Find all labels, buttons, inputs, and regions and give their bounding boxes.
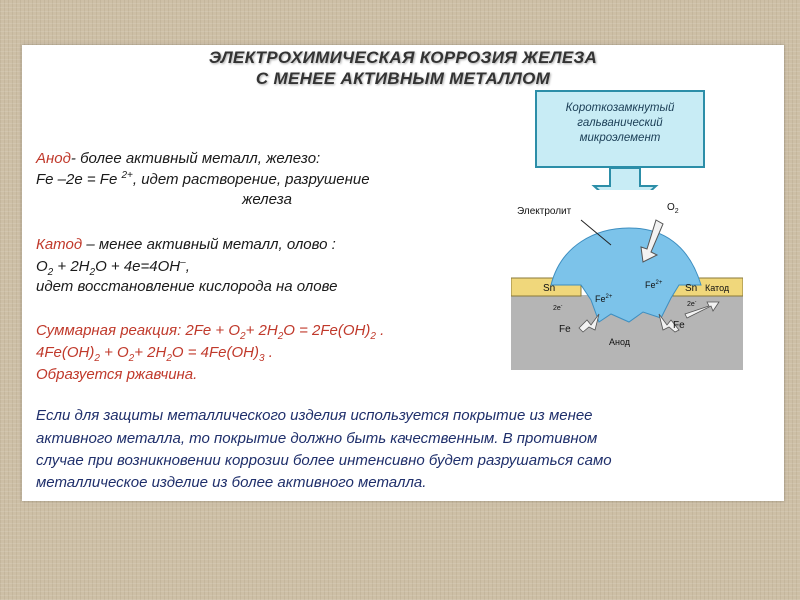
cathode-equation (36, 257, 190, 278)
summary-r2-sub2: 2 (128, 353, 135, 364)
slide-title-line1: ЭЛЕКТРОХИМИЧЕСКАЯ КОРРОЗИЯ ЖЕЛЕЗА (208, 48, 598, 67)
summary-rust: Образуется ржавчина. (36, 366, 198, 383)
cathode-diagram-label: Катод (705, 283, 730, 293)
fe-left-label: Fe (559, 324, 571, 335)
fe2-right-main: Fe (645, 280, 656, 290)
o2-label-main: O (667, 202, 675, 213)
conclusion-line1: Если для защиты металлического изделия используется покрытие из менее (36, 407, 593, 424)
conclusion-line2: активного металла, то покрытие должно быть качественным. В противном (36, 430, 598, 447)
summary-label: Суммарная реакция: (36, 322, 186, 339)
summary-line1 (36, 322, 384, 342)
summary-line2 (36, 344, 273, 364)
summary-r1-a: 2Fe + O (185, 322, 241, 339)
summary-r2-sub1: 2 (94, 353, 100, 364)
cathode-note: идет восстановление кислорода на олове (36, 278, 338, 295)
electron-right-sup: - (694, 299, 697, 305)
anode-line (36, 150, 320, 167)
summary-r1-c: O = 2Fe(OH) (283, 322, 371, 339)
anode-diagram-label: Анод (609, 337, 631, 347)
summary-r2-d: O = 4Fe(OH) (171, 344, 260, 361)
fe2-left-charge: 2+ (605, 294, 613, 300)
fe2-left-main: Fe (595, 294, 606, 304)
fe-right-label: Fe (673, 320, 685, 331)
summary-r2-b: + O (99, 344, 129, 361)
summary-r2-a: 4Fe(OH) (36, 344, 95, 361)
cathode-eq-o-sub: 2 (47, 267, 54, 278)
anode-label: Анод (36, 150, 71, 167)
sn-left-label: Sn (543, 283, 556, 294)
summary-r2-c: + 2H (134, 344, 167, 361)
summary-r2-sub4: 3 (259, 353, 265, 364)
summary-r1-b: + 2H (245, 322, 278, 339)
cathode-eq-o: O (36, 258, 48, 275)
fe2-right-charge: 2+ (655, 280, 663, 286)
conclusion-line4: металлическое изделие из более активного металла. (36, 474, 427, 491)
electrolyte-label: Электролит (517, 206, 572, 217)
anode-desc: - более активный металл, железо: (70, 150, 321, 167)
electron-left-main: 2e (553, 305, 561, 312)
summary-r1-sub2: 2 (277, 331, 284, 342)
callout-line2: гальванический (577, 117, 663, 129)
anode-eq-cont: железа (242, 191, 292, 208)
corrosion-diagram (511, 190, 743, 370)
summary-r1-sub3: 2 (370, 331, 376, 342)
summary-r2-sub3: 2 (166, 353, 172, 364)
anode-equation (36, 170, 370, 188)
electron-left-sup: - (560, 303, 563, 309)
cathode-eq-charge: – (180, 257, 186, 268)
cathode-eq-mid2: O + 4e=4OH (95, 258, 181, 275)
cathode-label: Катод (36, 236, 83, 253)
anode-eq-main: Fe –2e = Fe (36, 171, 122, 188)
callout-line1: Короткозамкнутый (565, 102, 675, 114)
summary-r1-d: . (375, 322, 385, 339)
cathode-eq-mid1: + 2H (53, 258, 90, 275)
cathode-eq-tail: , (185, 258, 190, 275)
anode-eq-charge: 2+ (121, 170, 133, 181)
o2-label-sub: 2 (674, 208, 679, 215)
summary-r1-sub1: 2 (240, 331, 246, 342)
slide-title-line2: С МЕНЕЕ АКТИВНЫМ МЕТАЛЛОМ (255, 69, 551, 88)
anode-eq-rest: , идет растворение, разрушение (132, 171, 370, 188)
summary-r2-e: . (264, 344, 273, 361)
cathode-eq-h-sub: 2 (89, 267, 96, 278)
callout-line3: микроэлемент (579, 132, 661, 144)
cathode-line (36, 236, 336, 253)
conclusion-line3: случае при возникновении коррозии более интенсивно будет разрушаться само (36, 452, 612, 469)
cathode-desc: – менее активный металл, олово : (82, 236, 336, 253)
galvanic-cell-callout (535, 90, 705, 168)
electron-right-main: 2e (687, 301, 695, 308)
sn-right-label: Sn (685, 283, 698, 294)
